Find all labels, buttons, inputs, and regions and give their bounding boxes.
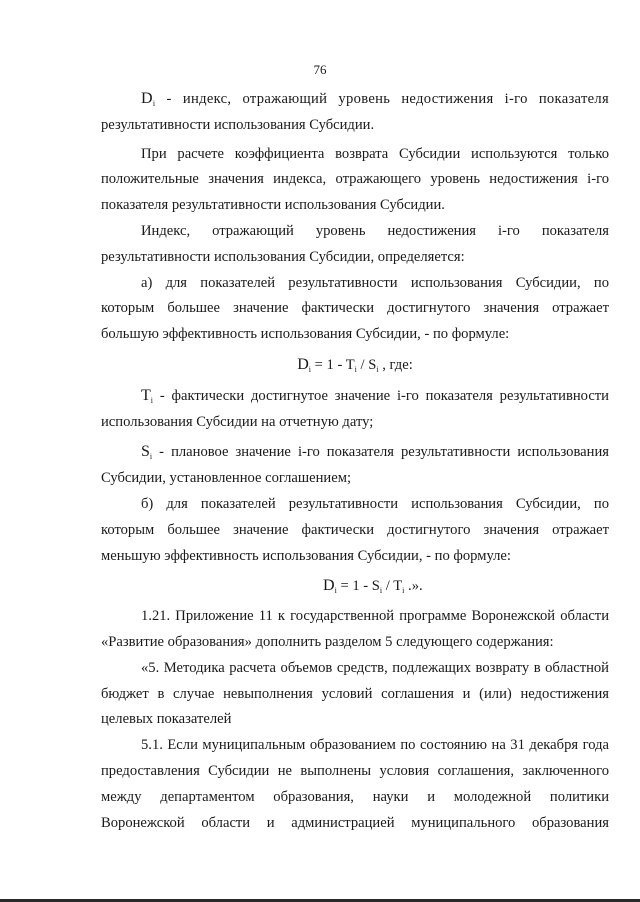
paragraph-text: - индекс, отражающий уровень недостижения i-го показателя — [155, 91, 609, 107]
page-number: 76 — [313, 62, 327, 77]
paragraph-line: бюджет в случае невыполнения условий соглашения и (или) недостижения — [101, 685, 609, 702]
paragraph-line: Воронежской области и администрацией муниципального образования — [101, 814, 609, 831]
paragraph-line: Индекс, отражающий уровень недостижения i-го показателя — [141, 222, 609, 239]
formula-subscript: i — [334, 586, 337, 596]
paragraph-line: б) для показателей результативности использования Субсидии, по — [141, 495, 609, 512]
document-body — [101, 86, 609, 836]
formula-text: / T — [382, 578, 403, 595]
subscript-i: i — [149, 452, 153, 462]
formula-subscript: i — [376, 364, 379, 374]
subscript-i: i — [152, 99, 156, 108]
paragraph-line: целевых показателей — [101, 711, 232, 728]
paragraph-line: которым большее значение фактически достигнутого значения отражает — [101, 521, 609, 538]
paragraph-text: - плановое значение i-го показателя результативности использования — [152, 444, 609, 461]
paragraph-line: 1.21. Приложение 11 к государственной программе Воронежской области — [141, 608, 609, 625]
formula-text: .». — [404, 578, 423, 595]
formula-subscript: i — [354, 364, 357, 374]
symbol-d: D — [141, 90, 153, 107]
formula-subscript: i — [402, 586, 405, 596]
symbol-s: S — [141, 443, 150, 461]
paragraph-s-definition — [101, 439, 609, 466]
paragraph-line: результативности использования Субсидии, определяется: — [101, 248, 465, 265]
paragraph-line: большую эффективность использования Субсидии, - по формуле: — [101, 326, 510, 343]
formula-symbol: D — [323, 577, 335, 595]
paragraph-line: которым большее значение фактически достигнутого значения отражает — [101, 300, 609, 317]
formula-text: , где: — [378, 356, 413, 373]
paragraph-line: показателя результативности использования Субсидии. — [101, 197, 445, 214]
formula-a — [101, 352, 609, 379]
paragraph-line: «Развитие образования» дополнить разделом 5 следующего содержания: — [101, 633, 554, 650]
formula-subscript: i — [379, 586, 383, 596]
paragraph-text: - фактически достигнутое значение i-го показателя результативности — [153, 387, 609, 404]
paragraph-d-definition — [101, 86, 609, 113]
paragraph-line: использования Субсидии на отчетную дату; — [101, 413, 374, 430]
paragraph-line: При расчете коэффициента возврата Субсидии используются только — [141, 145, 609, 162]
paragraph-t-definition — [101, 383, 609, 410]
paragraph-line: между департаментом образования, науки и молодежной политики — [101, 788, 609, 805]
paragraph-line: «5. Методика расчета объемов средств, подлежащих возврату в областной — [141, 659, 609, 676]
paragraph-line: предоставления Субсидии не выполнены условия соглашения, заключенного — [101, 762, 609, 779]
paragraph-line: меньшую эффективность использования Субсидии, - по формуле: — [101, 547, 511, 564]
paragraph-line: результативности использования Субсидии. — [101, 116, 375, 133]
subscript-i: i — [150, 395, 154, 405]
formula-symbol: D — [297, 355, 309, 373]
formula-b — [101, 573, 609, 600]
paragraph-line: 5.1. Если муниципальным образованием по состоянию на 31 декабря года — [141, 737, 609, 754]
formula-text: = 1 - S — [336, 578, 380, 595]
symbol-t: T — [141, 386, 151, 404]
paragraph-line: а) для показателей результативности использования Субсидии, по — [141, 274, 609, 291]
formula-text: / S — [356, 356, 377, 373]
paragraph-line: положительные значения индекса, отражающего уровень недостижения i-го — [101, 171, 609, 188]
formula-text: = 1 - T — [311, 356, 355, 373]
formula-subscript: i — [308, 364, 312, 374]
paragraph-line: Субсидии, установленное соглашением; — [101, 470, 352, 487]
